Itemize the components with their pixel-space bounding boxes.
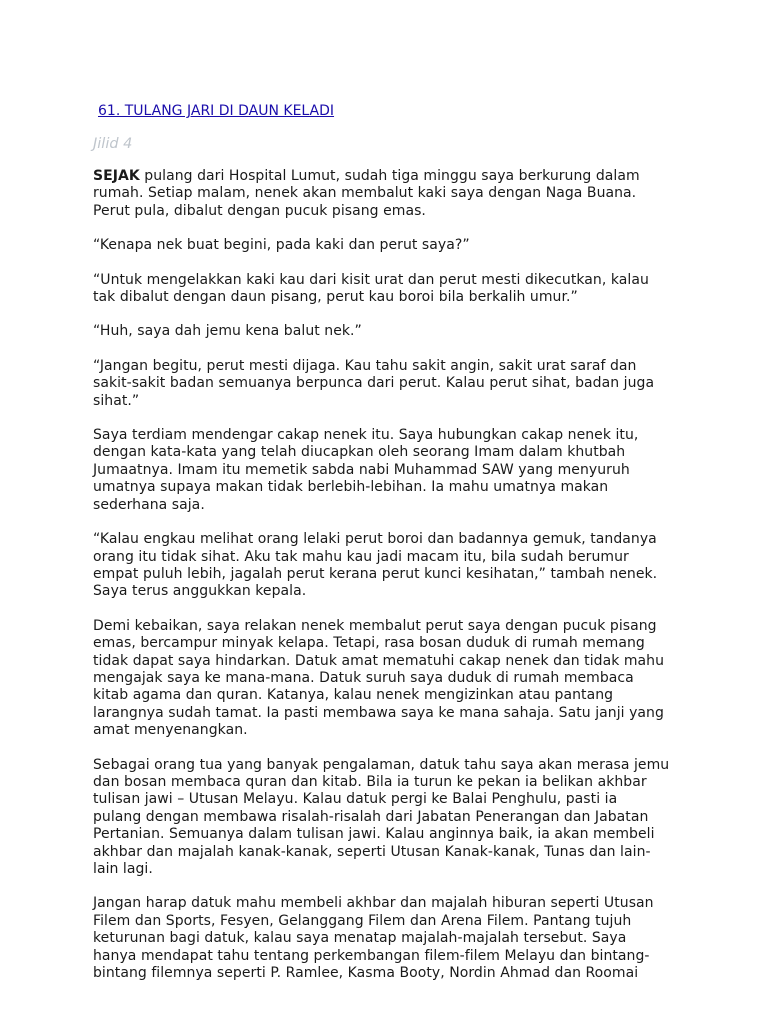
text-line: tak dibalut dengan daun pisang, perut kau boroi bila berkalih umur.” (93, 289, 578, 306)
text-line: tulisan jawi – Utusan Melayu. Kalau datuk pergi ke Balai Penghulu, pasti ia (93, 791, 618, 808)
text-line: pulang dari Hospital Lumut, sudah tiga minggu saya berkurung dalam (139, 168, 640, 184)
paragraph (93, 757, 683, 879)
paragraph (93, 895, 683, 982)
text-line: akhbar dan majalah kanak-kanak, seperti Utusan Kanak-kanak, Tunas dan lain- (93, 843, 651, 860)
text-line: umatnya supaya makan tidak berlebih-lebihan. Ia mahu umatnya makan (93, 479, 609, 496)
text-line: amat menyenangkan. (93, 722, 248, 739)
text-line: pulang dengan membawa risalah-risalah dari Jabatan Penerangan dan Jabatan (93, 808, 649, 825)
paragraph-list (93, 237, 683, 982)
text-line: dan bosan membaca quran dan kitab. Bila ia turun ke pekan ia belikan akhbar (93, 773, 647, 790)
text-line: Saya terus anggukkan kepala. (93, 583, 307, 600)
text-line: sihat.” (93, 392, 140, 409)
paragraph (93, 531, 683, 601)
paragraph (93, 618, 683, 740)
text-line: rumah. Setiap malam, nenek akan membalut kaki saya dengan Naga Buana. (93, 185, 637, 202)
text-line: larangnya sudah tamat. Ia pasti membawa saya ke mana sahaja. Satu janji yang (93, 704, 664, 721)
text-line: Saya terdiam mendengar cakap nenek itu. Saya hubungkan cakap nenek itu, (93, 427, 639, 444)
chapter-title-link[interactable]: 61. TULANG JARI DI DAUN KELADI (98, 103, 335, 119)
text-line: kitab agama dan quran. Katanya, kalau nenek mengizinkan atau pantang (93, 687, 614, 704)
text-line: keturunan bagi datuk, kalau saya menatap majalah-majalah tersebut. Saya (93, 930, 627, 947)
text-line: hanya mendapat tahu tentang perkembangan filem-filem Melayu dan bintang- (93, 947, 650, 964)
text-line: “Jangan begitu, perut mesti dijaga. Kau tahu sakit angin, sakit urat saraf dan (93, 357, 637, 374)
text-line: dengan kata-kata yang telah diucapkan oleh seorang Imam dalam khutbah (93, 444, 626, 461)
text-line: “Untuk mengelakkan kaki kau dari kisit urat dan perut mesti dikecutkan, kalau (93, 271, 649, 288)
volume-label: Jilid 4 (93, 136, 133, 152)
paragraph (93, 427, 683, 514)
text-line: Perut pula, dibalut dengan pucuk pisang emas. (93, 202, 426, 219)
paragraph (93, 272, 683, 307)
text-line: “Kalau engkau melihat orang lelaki perut boroi dan badannya gemuk, tandanya (93, 531, 657, 548)
lead-word: SEJAK (93, 168, 140, 184)
paragraph (93, 323, 683, 340)
text-line: “Kenapa nek buat begini, pada kaki dan perut saya?” (93, 237, 470, 254)
paragraph-first (93, 168, 683, 220)
text-line: empat puluh lebih, jagalah perut kerana perut kunci kesihatan,” tambah nenek. (93, 565, 658, 582)
text-line: “Huh, saya dah jemu kena balut nek.” (93, 323, 362, 340)
text-line: mengajak saya ke mana-mana. Datuk suruh saya duduk di rumah membaca (93, 669, 634, 686)
text-line: sederhana saja. (93, 496, 205, 513)
text-line: tidak dapat saya hindarkan. Datuk amat mematuhi cakap nenek dan tidak mahu (93, 652, 665, 669)
text-line: lain lagi. (93, 861, 153, 877)
text-line: Sebagai orang tua yang banyak pengalaman, datuk tahu saya akan merasa jemu (93, 756, 670, 773)
text-line: Demi kebaikan, saya relakan nenek membalut perut saya dengan pucuk pisang (93, 617, 657, 634)
paragraph (93, 237, 683, 254)
text-line: orang itu tidak sihat. Aku tak mahu kau jadi macam itu, bila sudah berumur (93, 548, 629, 565)
text-line: Jangan harap datuk mahu membeli akhbar dan majalah hiburan seperti Utusan (93, 895, 654, 912)
document-page (93, 100, 683, 982)
text-line: Filem dan Sports, Fesyen, Gelanggang Filem dan Arena Filem. Pantang tujuh (93, 912, 632, 929)
text-line: bintang filemnya seperti P. Ramlee, Kasma Booty, Nordin Ahmad dan Roomai (93, 965, 639, 982)
text-line: Pertanian. Semuanya dalam tulisan jawi. Kalau anginnya baik, ia akan membeli (93, 826, 655, 843)
paragraph (93, 358, 683, 410)
chapter-title (98, 100, 683, 122)
text-line: emas, bercampur minyak kelapa. Tetapi, rasa bosan duduk di rumah memang (93, 635, 645, 652)
text-line: Jumaatnya. Imam itu memetik sabda nabi Muhammad SAW yang menyuruh (93, 461, 630, 478)
text-line: sakit-sakit badan semuanya berpunca dari perut. Kalau perut sihat, badan juga (93, 375, 655, 392)
